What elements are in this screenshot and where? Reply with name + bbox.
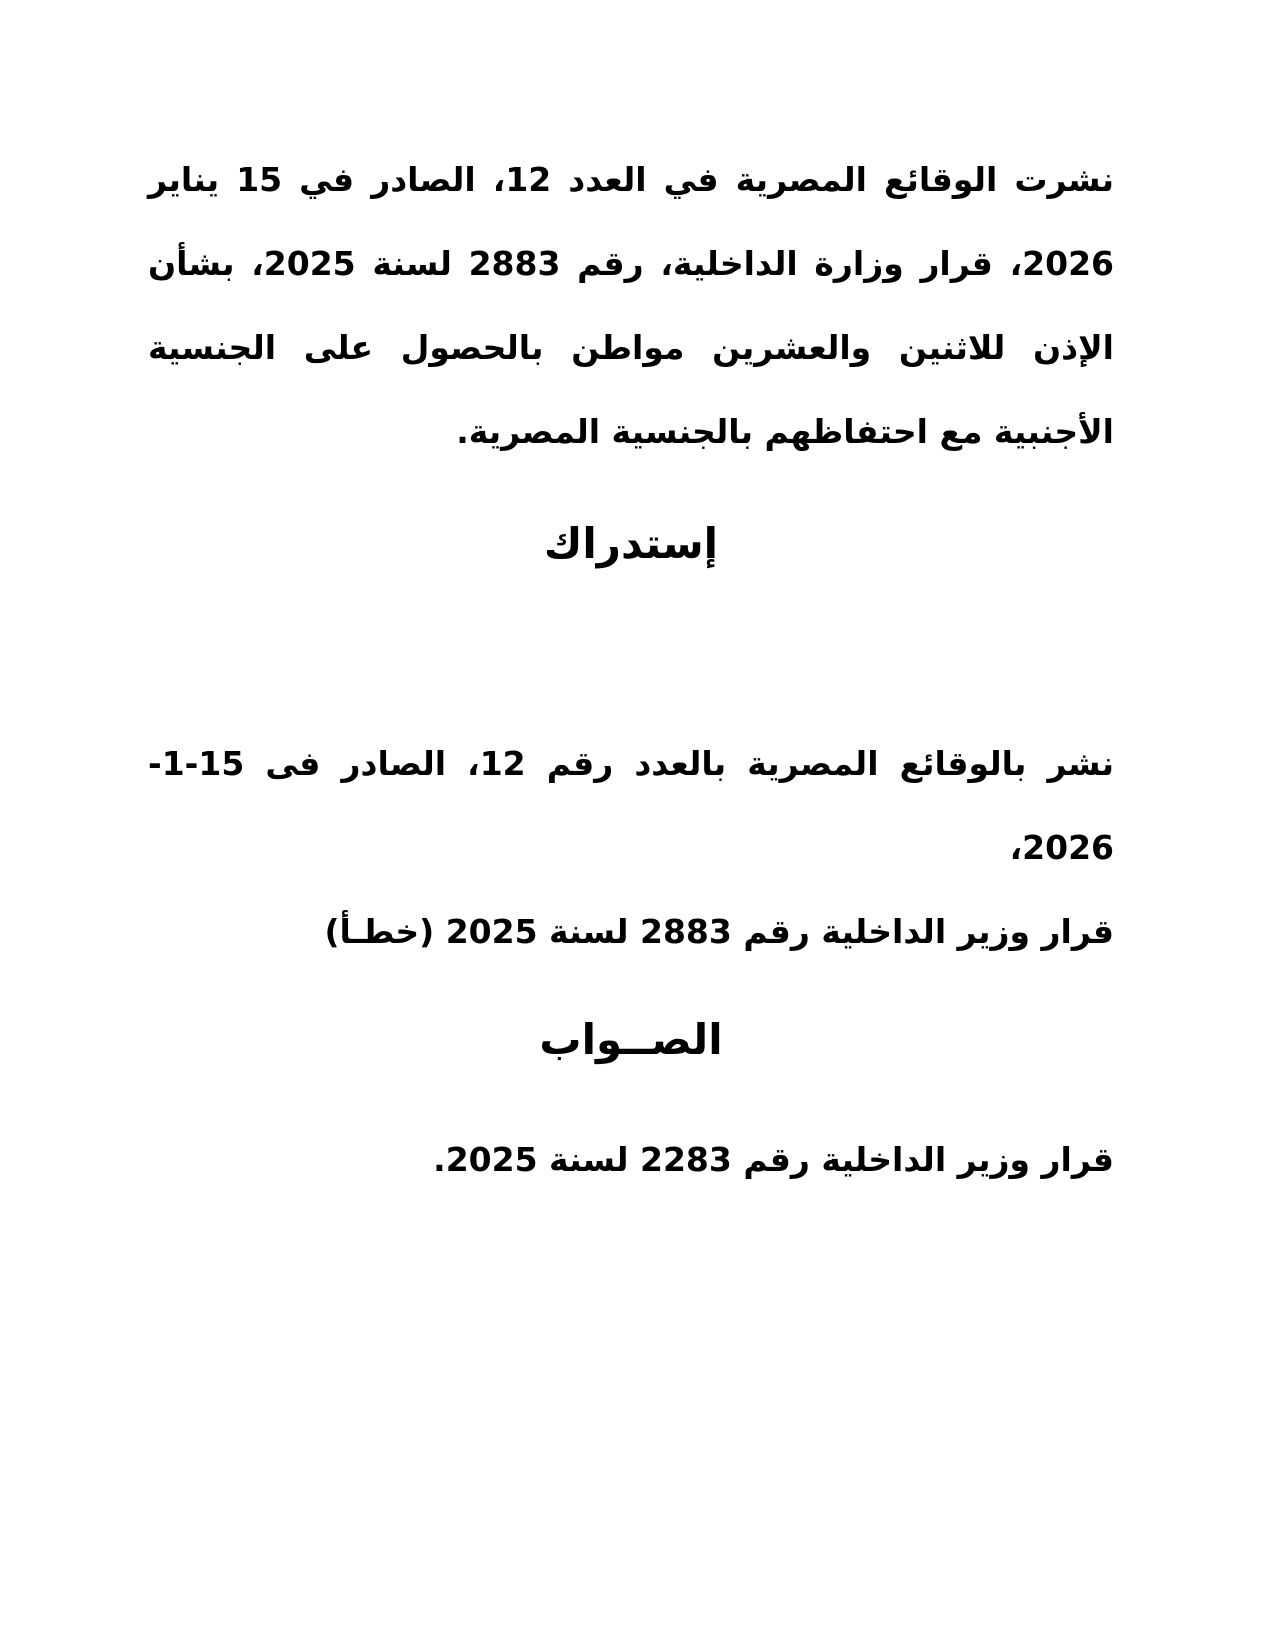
right-heading: الصــواب: [539, 1015, 723, 1064]
intro-paragraph: نشرت الوقائع المصرية في العدد 12، الصادر في 15 يناير 2026، قرار وزارة الداخلية، رقم 2883 لسنة 2025، بشأن الإذن للاثنين والعشرين مواطن بالحصول على الجنسية الأجنبية مع احتفاظهم بالجنسية المصرية.: [148, 160, 1115, 451]
notice-line-1: نشر بالوقائع المصرية بالعدد رقم 12، الصادر فى 15-1-2026،: [148, 744, 1115, 867]
correct-line: قرار وزير الداخلية رقم 2283 لسنة 2025.: [433, 1140, 1114, 1179]
notice-line-2: قرار وزير الداخلية رقم 2883 لسنة 2025 (خطـأ): [324, 912, 1114, 951]
document-page: [148, 138, 1114, 1202]
correction-heading: إستدراك: [543, 519, 719, 568]
notice-paragraph: [148, 722, 1114, 974]
